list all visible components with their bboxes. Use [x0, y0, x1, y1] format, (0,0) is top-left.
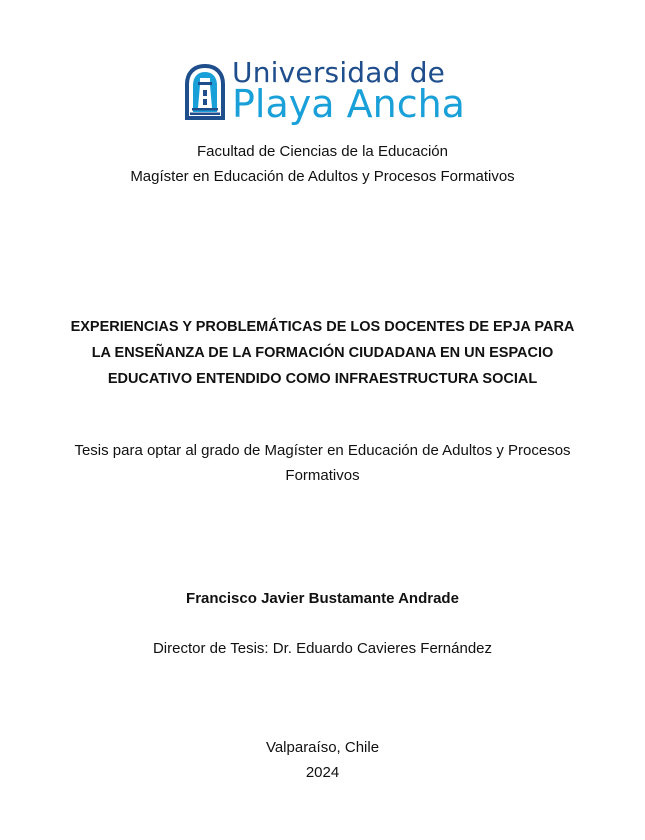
university-logo — [184, 56, 474, 126]
degree-statement — [60, 438, 585, 488]
author-name: Francisco Javier Bustamante Andrade — [186, 590, 459, 607]
thesis-title-line: EDUCATIVO ENTENDIDO COMO INFRAESTRUCTURA SOCIAL — [107, 371, 538, 387]
degree-statement-line: Formativos — [285, 467, 360, 484]
thesis-title-line: EXPERIENCIAS Y PROBLEMÁTICAS DE LOS DOCENTES DE EPJA PARA — [70, 319, 575, 335]
logo-text-playa-ancha: Playa Ancha — [232, 82, 465, 126]
program-name: Magíster en Educación de Adultos y Procesos Formativos — [130, 168, 515, 185]
faculty-name: Facultad de Ciencias de la Educación — [197, 143, 448, 160]
thesis-director: Director de Tesis: Dr. Eduardo Cavieres Fernández — [152, 640, 493, 657]
degree-statement-line: Tesis para optar al grado de Magíster en Educación de Adultos y Procesos — [74, 442, 571, 459]
lighthouse-icon — [184, 64, 226, 120]
year: 2024 — [305, 764, 340, 781]
place: Valparaíso, Chile — [265, 739, 380, 756]
logo-text-university: Universidad de — [232, 56, 446, 89]
thesis-title-line: LA ENSEÑANZA DE LA FORMACIÓN CIUDADANA EN UN ESPACIO — [91, 345, 554, 361]
thesis-title — [60, 314, 585, 392]
